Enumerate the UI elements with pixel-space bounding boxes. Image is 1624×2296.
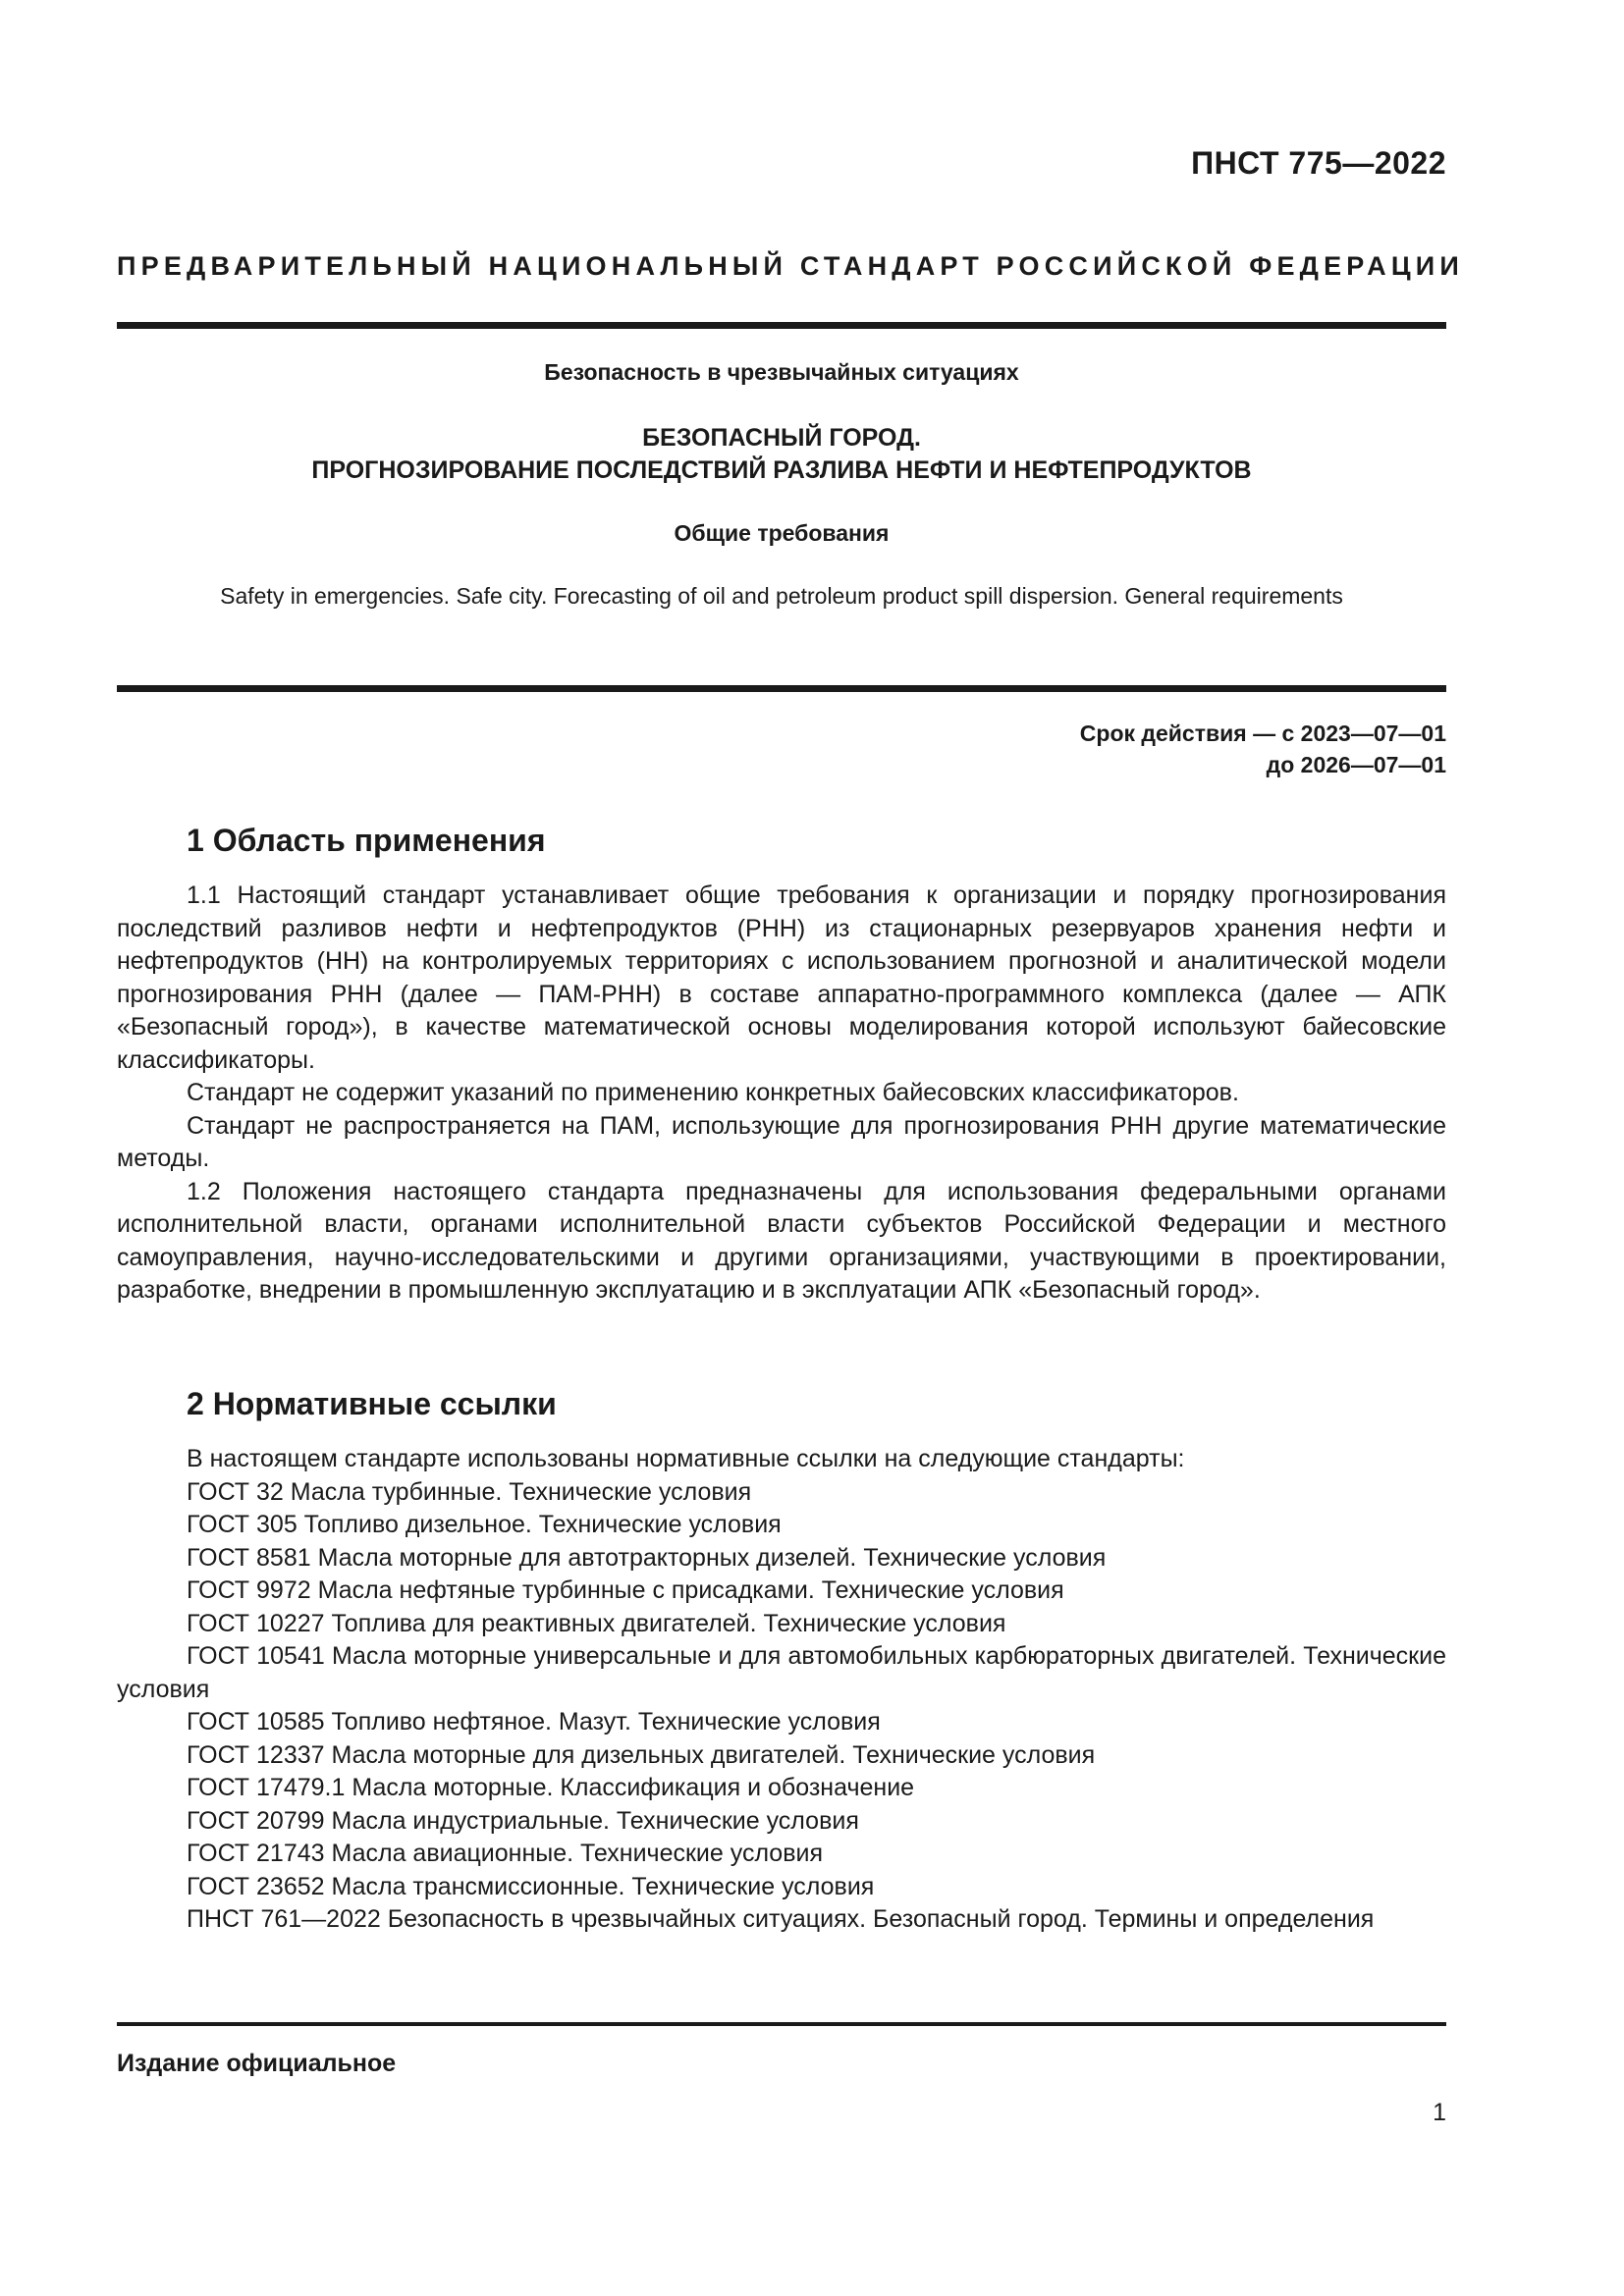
main-title-line-1: БЕЗОПАСНЫЙ ГОРОД. [642,424,921,452]
document-number: ПНСТ 775—2022 [1191,145,1446,181]
top-divider [117,322,1446,329]
validity-period [1080,718,1446,780]
reference-item: ГОСТ 12337 Масла моторные для дизельных двигателей. Технические условия [187,1740,1096,1769]
reference-item: ГОСТ 21743 Масла авиационные. Технические условия [187,1840,823,1867]
page-number: 1 [1433,2099,1446,2126]
reference-item: ГОСТ 10227 Топлива для реактивных двигателей. Технические условия [187,1609,1006,1637]
section-1-paragraph: 1.1 Настоящий стандарт устанавливает общие требования к организации и порядку прогнозирования последствий разливов нефти и нефтепродуктов (РНН) из стационарных резервуаров хранения нефти и нефтепродуктов (НН) на контролируемых территориях с использованием прогнозной и аналитической модели прогнозирования РНН (далее — ПАМ-РНН) в составе аппаратно-программного комплекса (далее — АПК «Безопасный город»), в качестве математической основы моделирования которой используют байесовские классификаторы. [117,881,1446,1074]
subtitle: Общие требования [674,520,890,546]
reference-item: ГОСТ 20799 Масла индустриальные. Технические условия [187,1806,859,1835]
reference-item: ГОСТ 305 Топливо дизельное. Технические условия [187,1511,782,1538]
footer-divider [117,2022,1446,2026]
reference-item: ГОСТ 23652 Масла трансмиссионные. Технические условия [187,1872,875,1900]
section-2-intro: В настоящем стандарте использованы нормативные ссылки на следующие стандарты: [187,1445,1185,1472]
validity-start: Срок действия — с 2023—07—01 [1079,721,1446,746]
reference-item: ГОСТ 8581 Масла моторные для автотракторных дизелей. Технические условия [187,1543,1107,1572]
section-2-heading: 2 Нормативные ссылки [187,1386,557,1421]
section-1-paragraph: Стандарт не содержит указаний по применению конкретных байесовских классификаторов. [187,1079,1239,1106]
validity-end: до 2026—07—01 [1266,752,1446,777]
official-edition-label: Издание официальное [117,2050,397,2077]
section-1-paragraph: 1.2 Положения настоящего стандарта предназначены для использования федеральными органами исполнительной власти, органами исполнительной власти субъектов Российской Федерации и местного самоуправления, научно-исследовательскими и другими организациями, участвующими в проектировании, разработке, внедрении в промышленную эксплуатацию и в эксплуатации АПК «Безопасный город». [117,1177,1446,1304]
standard-type-heading: ПРЕДВАРИТЕЛЬНЫЙ НАЦИОНАЛЬНЫЙ СТАНДАРТ РОССИЙСКОЙ ФЕДЕРАЦИИ [117,251,1464,281]
section-2-body [117,1443,1446,1937]
reference-item: ГОСТ 32 Масла турбинные. Технические условия [187,1477,752,1506]
title-divider [117,685,1446,692]
section-1-heading: 1 Область применения [187,823,546,858]
category-title: Безопасность в чрезвычайных ситуациях [544,359,1019,385]
reference-item: ГОСТ 10541 Масла моторные универсальные и для автомобильных карбюраторных двигателей. Технические условия [117,1642,1446,1703]
reference-item: ПНСТ 761—2022 Безопасность в чрезвычайных ситуациях. Безопасный город. Термины и определения [187,1905,1375,1933]
reference-item: ГОСТ 9972 Масла нефтяные турбинные с присадками. Технические условия [187,1576,1064,1604]
reference-item: ГОСТ 17479.1 Масла моторные. Классификация и обозначение [187,1774,915,1801]
main-title-line-2: ПРОГНОЗИРОВАНИЕ ПОСЛЕДСТВИЙ РАЗЛИВА НЕФТИ И НЕФТЕПРОДУКТОВ [311,456,1252,484]
section-1-paragraph: Стандарт не распространяется на ПАМ, использующие для прогнозирования РНН другие математические методы. [117,1111,1446,1172]
reference-item: ГОСТ 10585 Топливо нефтяное. Мазут. Технические условия [187,1708,881,1735]
english-title: Safety in emergencies. Safe city. Forecasting of oil and petroleum product spill dispersion. General requirements [220,583,1343,609]
section-1-body [117,880,1446,1308]
